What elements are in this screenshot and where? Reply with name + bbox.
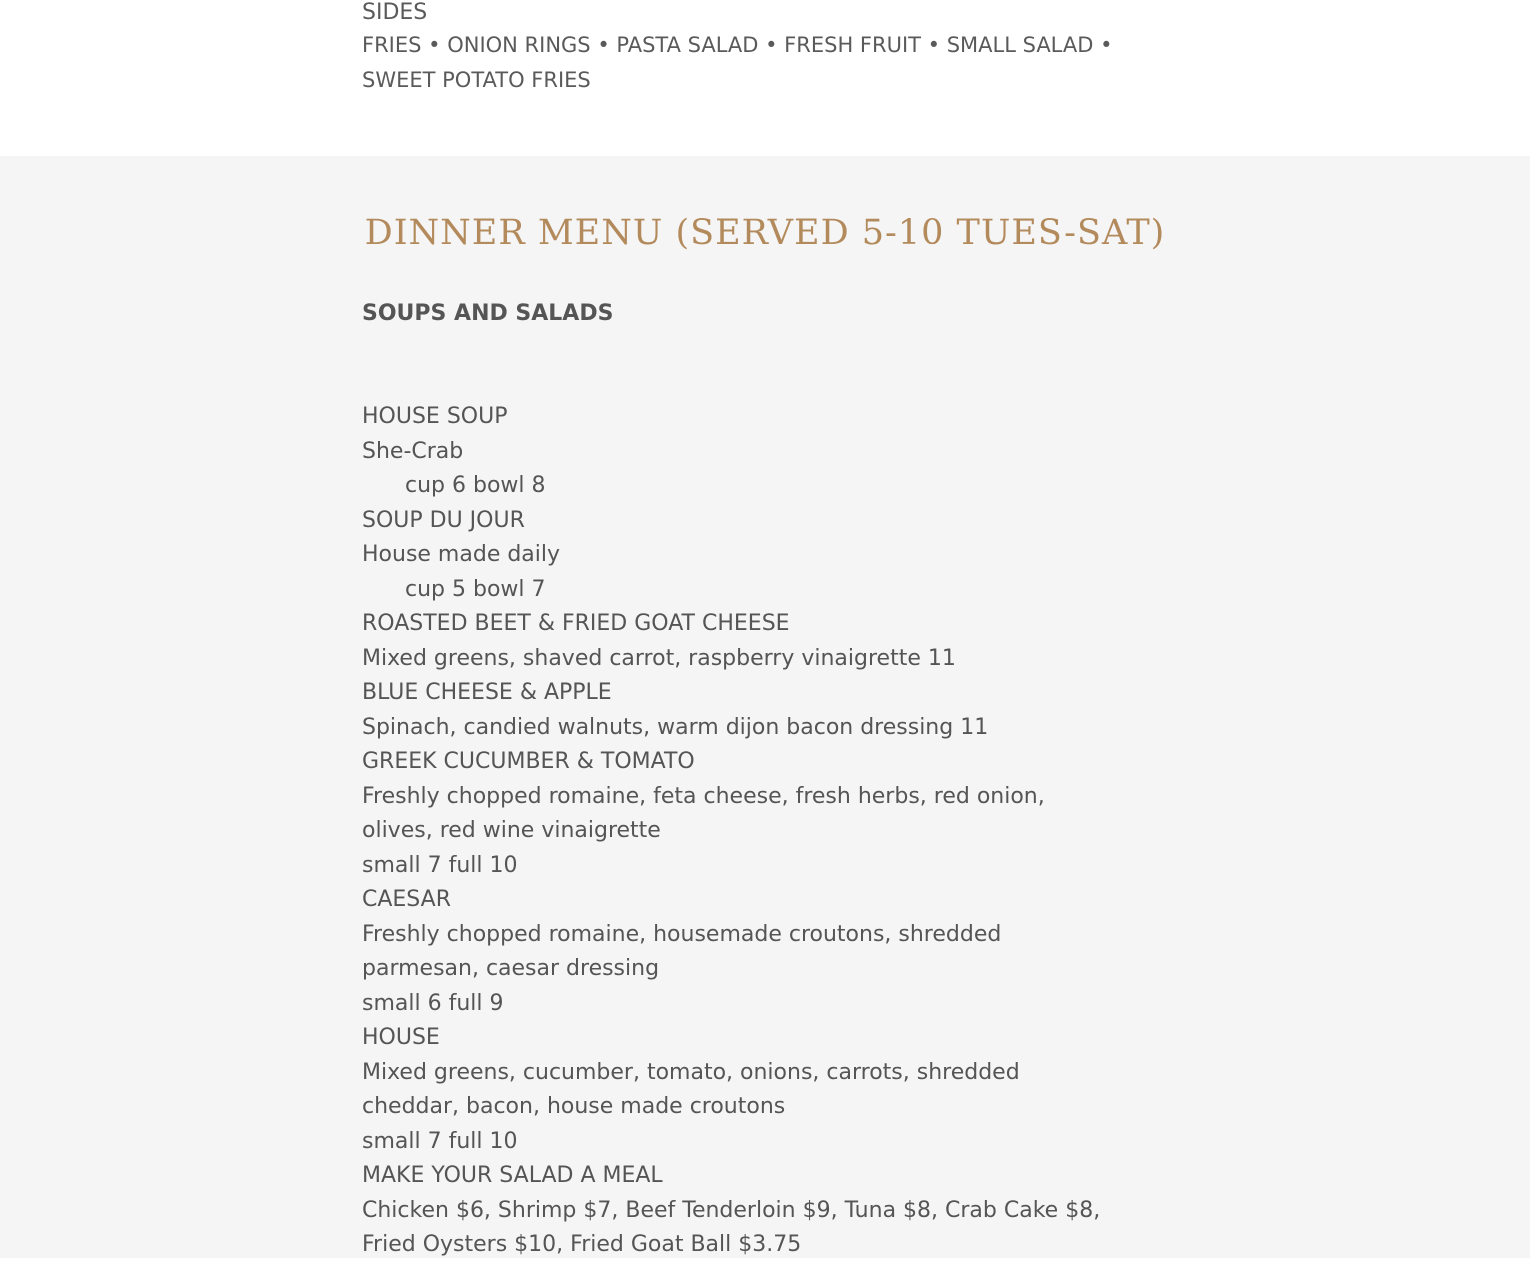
sides-heading: SIDES xyxy=(362,0,428,25)
menu-item-price: cup 6 bowl 8 xyxy=(405,473,546,498)
dinner-menu-title: DINNER MENU (SERVED 5-10 TUES-SAT) xyxy=(364,213,1166,253)
sides-list: FRIES • ONION RINGS • PASTA SALAD • FRESH FRUIT • SMALL SALAD • SWEET POTATO FRIES xyxy=(362,33,1113,92)
menu-item-name: SOUP DU JOUR xyxy=(362,507,525,533)
menu-item-roasted-beet xyxy=(362,607,1122,676)
menu-item-soup-du-jour xyxy=(362,504,1122,608)
sides-section xyxy=(0,0,1530,156)
dinner-menu-content xyxy=(362,297,1122,1263)
menu-item-description: House made daily xyxy=(362,542,561,567)
menu-item-description: Mixed greens, cucumber, tomato, onions, carrots, shredded cheddar, bacon, house made croutons xyxy=(362,1059,1027,1119)
sides-content xyxy=(362,0,1122,97)
dinner-menu-section xyxy=(0,156,1530,1258)
menu-item-house-soup xyxy=(362,400,1122,504)
menu-item-description: Mixed greens, shaved carrot, raspberry vinaigrette 11 xyxy=(362,645,956,671)
menu-item-price: small 7 full 10 xyxy=(362,852,518,878)
menu-item-name: BLUE CHEESE & APPLE xyxy=(362,680,612,705)
menu-item-name: HOUSE xyxy=(362,1025,440,1050)
menu-item-price: cup 5 bowl 7 xyxy=(405,576,546,602)
menu-item-name: GREEK CUCUMBER & TOMATO xyxy=(362,749,695,774)
menu-item-description: Spinach, candied walnuts, warm dijon bacon dressing 11 xyxy=(362,714,989,740)
menu-item-salad-meal-addons xyxy=(362,1159,1122,1263)
menu-item-description: She-Crab xyxy=(362,438,464,464)
category-heading: SOUPS AND SALADS xyxy=(362,301,614,326)
menu-item-price: small 6 full 9 xyxy=(362,990,504,1016)
menu-item-name: HOUSE SOUP xyxy=(362,404,508,429)
menu-item-greek xyxy=(362,745,1122,883)
menu-item-name: ROASTED BEET & FRIED GOAT CHEESE xyxy=(362,611,790,636)
menu-item-blue-cheese-apple xyxy=(362,676,1122,745)
menu-item-house-salad xyxy=(362,1021,1122,1159)
menu-item-caesar xyxy=(362,883,1122,1021)
menu-item-name: CAESAR xyxy=(362,887,452,912)
menu-item-description: Freshly chopped romaine, housemade croutons, shredded parmesan, caesar dressing xyxy=(362,921,1009,981)
menu-item-description: Chicken $6, Shrimp $7, Beef Tenderloin $9, Tuna $8, Crab Cake $8, Fried Oysters $10, Fried Goat Ball $3.75 xyxy=(362,1197,1108,1257)
menu-item-description: Freshly chopped romaine, feta cheese, fresh herbs, red onion, olives, red wine vinaigrette xyxy=(362,783,1052,843)
menu-item-price: small 7 full 10 xyxy=(362,1128,518,1154)
menu-item-name: MAKE YOUR SALAD A MEAL xyxy=(362,1163,663,1188)
